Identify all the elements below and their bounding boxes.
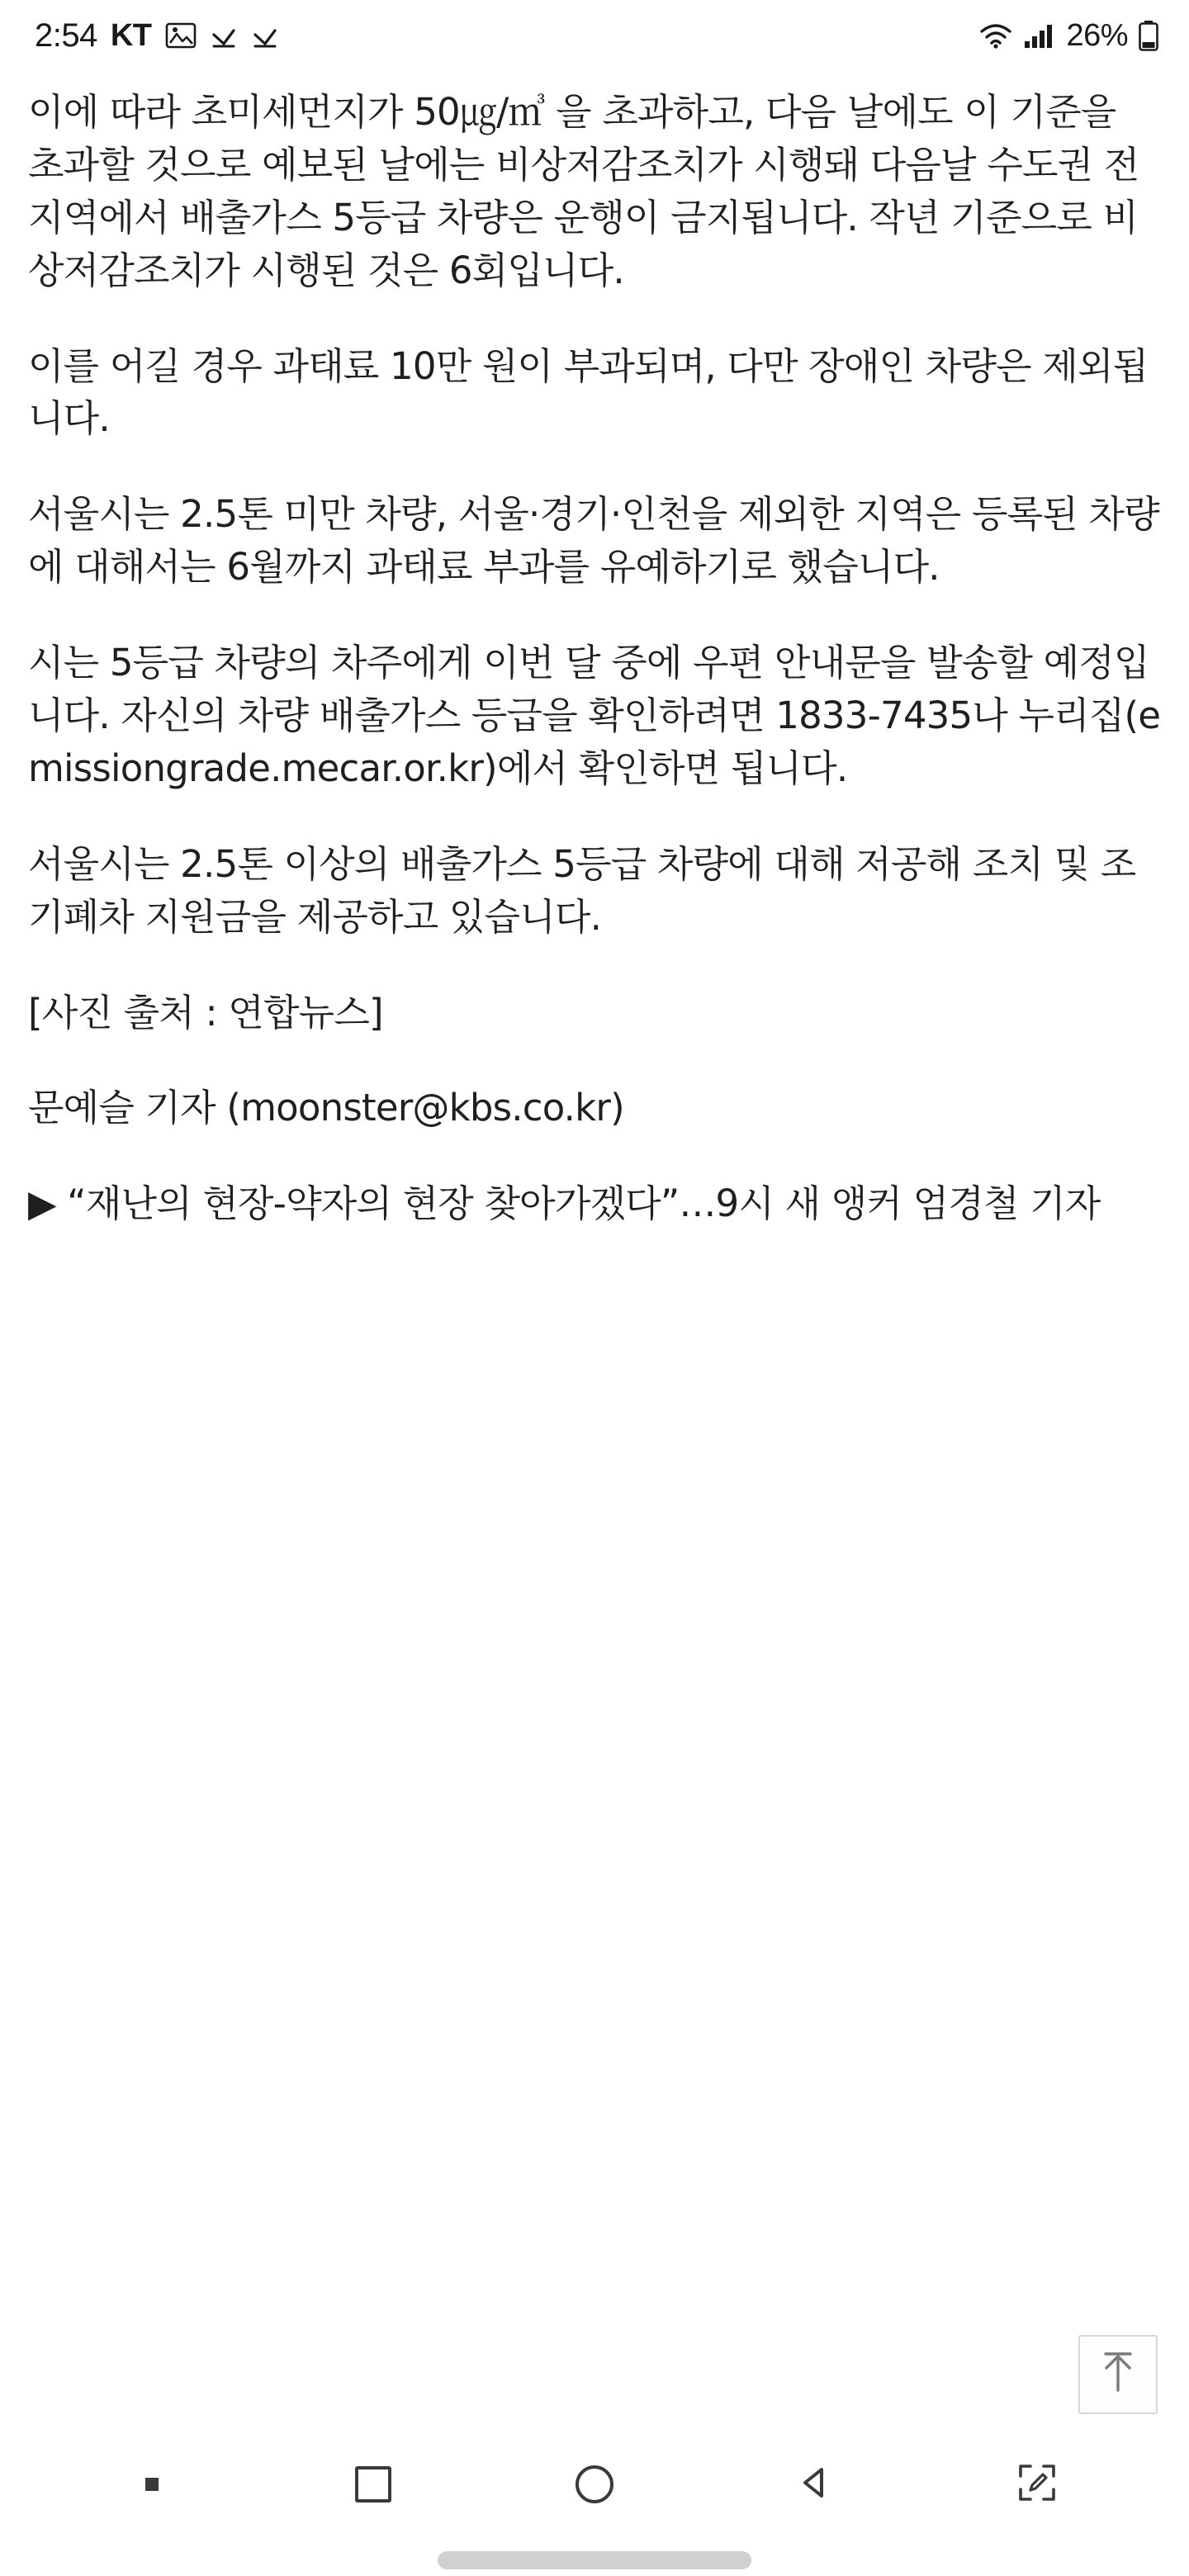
dot-icon [145,2478,159,2491]
status-time: 2:54 [35,17,97,54]
photo-credit: [사진 출처 : 연합뉴스] [28,990,383,1035]
nav-edit[interactable] [988,2439,1087,2530]
battery-percent: 26% [1066,17,1128,53]
article-paragraph: 이를 어길 경우 과태료 10만 원이 부과되며, 다만 장애인 차량은 제외됩니다. [28,343,1149,441]
carrier-label: KT [110,17,152,53]
article-paragraph: 서울시는 2.5톤 미만 차량, 서울·경기·인천을 제외한 지역은 등록된 차량에 대해서는 6월까지 과태료 부과를 유예하기로 했습니다. [28,492,1159,590]
nav-recents[interactable] [324,2439,423,2530]
circle-icon [576,2465,613,2503]
system-navigation-bar [0,2439,1189,2530]
battery-icon [1138,20,1159,51]
article-paragraph: 이에 따라 초미세먼지가 50㎍/㎥ 을 초과하고, 다음 날에도 이 기준을 초과할 것으로 예보된 날에는 비상저감조치가 시행돼 다음날 수도권 전 지역에서 배출가스 5등급 차량은 운행이 금지됩니다. 작년 기준으로 비상저감조치가 시행된 것은 6회입니다. [28,90,1139,292]
pencil-box-icon [1016,2462,1058,2507]
triangle-back-icon [796,2463,836,2507]
article-paragraph: 서울시는 2.5톤 이상의 배출가스 5등급 차량에 대해 저공해 조치 및 조기폐차 지원금을 제공하고 있습니다. [28,841,1136,939]
article-body [0,71,1189,1230]
nav-home[interactable] [545,2439,644,2530]
reporter-byline: 문예슬 기자 (moonster@kbs.co.kr) [28,1086,624,1130]
status-bar-right [978,18,1159,54]
status-bar-left [35,17,279,54]
scroll-to-top-button[interactable] [1078,2335,1158,2414]
wifi-icon [978,21,1013,50]
square-icon [355,2466,391,2503]
arrow-up-icon [1097,2351,1139,2399]
related-article-link[interactable]: ▶ “재난의 현장-약자의 현장 찾아가겠다”…9시 새 앵커 엄경철 기자 [28,1181,1101,1226]
signal-icon [1023,21,1056,50]
home-indicator[interactable] [438,2551,751,2569]
article-paragraph: 시는 5등급 차량의 차주에게 이번 달 중에 우편 안내문을 발송할 예정입니다. 자신의 차량 배출가스 등급을 확인하려면 1833-7435나 누리집(emissiongrade.mecar.or.kr)에서 확인하면 됩니다. [28,641,1161,790]
download-check-icon [210,21,238,50]
status-bar [0,0,1189,71]
download-check-icon-2 [251,21,279,50]
nav-dot[interactable] [102,2439,201,2530]
image-icon [165,21,197,50]
nav-back[interactable] [766,2439,865,2530]
